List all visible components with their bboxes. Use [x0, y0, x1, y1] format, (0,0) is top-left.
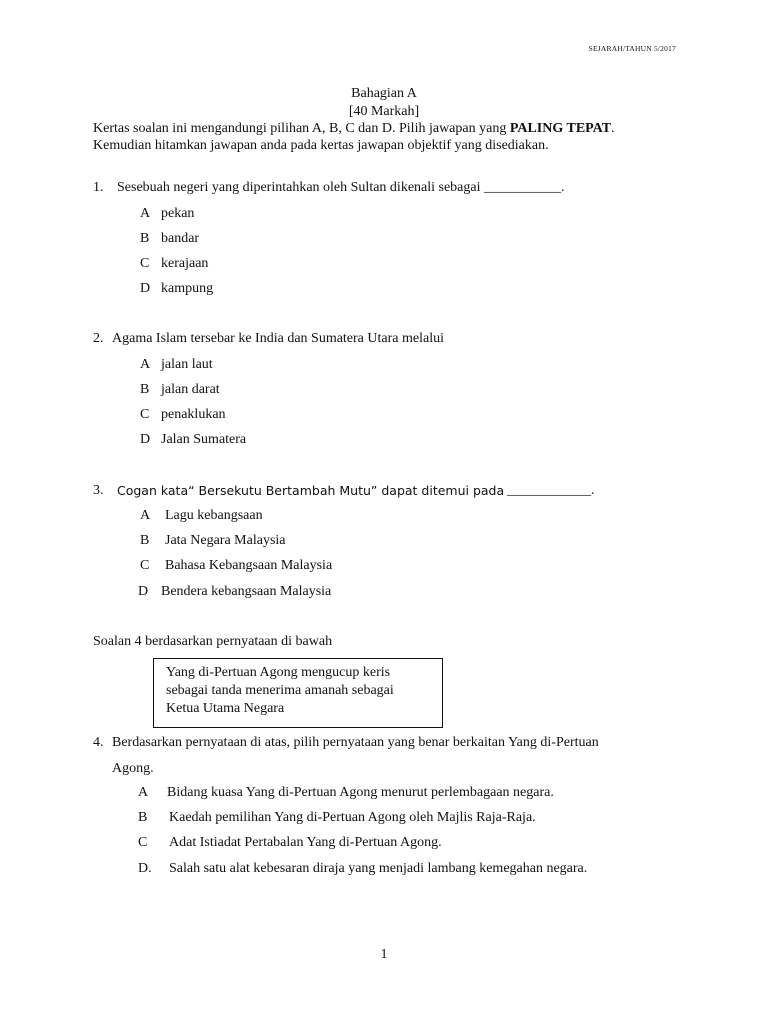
question-2-option-a-text: jalan laut [161, 357, 213, 372]
question-3-text: Cogan kata“ Bersekutu Bertambah Mutu” dapat ditemui pada [117, 483, 505, 498]
question-4-text-line-2: Agong. [112, 761, 154, 776]
question-2-option-b-letter: B [140, 382, 150, 397]
stimulus-box [153, 658, 443, 728]
question-4-option-d-text: Salah satu alat kebesaran diraja yang menjadi lambang kemegahan negara. [169, 861, 588, 876]
section-marks: [40 Markah] [348, 104, 420, 119]
question-2-option-c-letter: C [140, 407, 150, 422]
question-4-option-c-text: Adat Istiadat Pertabalan Yang di-Pertuan Agong. [169, 835, 442, 850]
question-4-option-b-letter: B [138, 810, 148, 825]
question-3-option-a-letter: A [140, 508, 151, 523]
section-title: Bahagian A [351, 86, 417, 101]
question-3-blank: ____________. [507, 483, 595, 498]
question-1-number: 1. [93, 180, 104, 195]
question-4-option-c-letter: C [138, 835, 148, 850]
question-1-option-b-text: bandar [161, 231, 200, 246]
question-4-number: 4. [93, 735, 104, 750]
question-2-number: 2. [93, 331, 104, 346]
question-3-option-a-text: Lagu kebangsaan [165, 508, 263, 523]
question-2-option-a-letter: A [140, 357, 151, 372]
question-4-option-d-letter: D. [138, 861, 152, 876]
question-4-option-a-text: Bidang kuasa Yang di-Pertuan Agong menurut perlembagaan negara. [167, 785, 554, 800]
question-3-option-b-text: Jata Negara Malaysia [165, 533, 286, 548]
question-1-option-a-text: pekan [161, 206, 195, 221]
stimulus-line-1: Yang di-Pertuan Agong mengucup keris [166, 665, 391, 680]
question-2-option-c-text: penaklukan [161, 407, 226, 422]
question-4-text-line-1: Berdasarkan pernyataan di atas, pilih pernyataan yang benar berkaitan Yang di-Pertuan [112, 735, 599, 750]
question-4-option-a-letter: A [138, 785, 149, 800]
instructions-period: . [611, 121, 615, 136]
question-1-option-d-letter: D [140, 281, 151, 296]
question-2-option-b-text: jalan darat [161, 382, 220, 397]
question-3-option-c-letter: C [140, 558, 150, 573]
question-1-option-c-text: kerajaan [161, 256, 209, 271]
instructions-text: Kertas soalan ini mengandungi pilihan A, B, C dan D. Pilih jawapan yang [93, 121, 507, 136]
page-number: 1 [380, 947, 388, 962]
question-1-text: Sesebuah negeri yang diperintahkan oleh Sultan dikenali sebagai ___________. [117, 180, 565, 195]
stimulus-line-3: Ketua Utama Negara [166, 701, 285, 716]
stimulus-line-2: sebagai tanda menerima amanah sebagai [166, 683, 394, 698]
question-3-option-d-text: Bendera kebangsaan Malaysia [161, 584, 332, 599]
instructions-line-2: Kemudian hitamkan jawapan anda pada kertas jawapan objektif yang disediakan. [93, 138, 549, 153]
instructions-line-1 [93, 121, 615, 137]
stimulus-intro: Soalan 4 berdasarkan pernyataan di bawah [93, 634, 333, 649]
document-header-code: SEJARAH/TAHUN 5/2017 [588, 44, 676, 53]
question-1-option-a-letter: A [140, 206, 151, 221]
instructions-emphasis: PALING TEPAT [509, 121, 612, 136]
question-3-option-b-letter: B [140, 533, 150, 548]
question-3-option-d-letter: D [138, 584, 149, 599]
question-2-option-d-letter: D [140, 432, 151, 447]
question-2-option-d-text: Jalan Sumatera [161, 432, 247, 447]
question-3-option-c-text: Bahasa Kebangsaan Malaysia [165, 558, 333, 573]
question-1-option-d-text: kampung [161, 281, 214, 296]
question-3-number: 3. [93, 483, 104, 498]
question-2-text: Agama Islam tersebar ke India dan Sumatera Utara melalui [112, 331, 444, 346]
question-4-option-b-text: Kaedah pemilihan Yang di-Pertuan Agong oleh Majlis Raja-Raja. [169, 810, 536, 825]
question-1-option-c-letter: C [140, 256, 150, 271]
question-1-option-b-letter: B [140, 231, 150, 246]
